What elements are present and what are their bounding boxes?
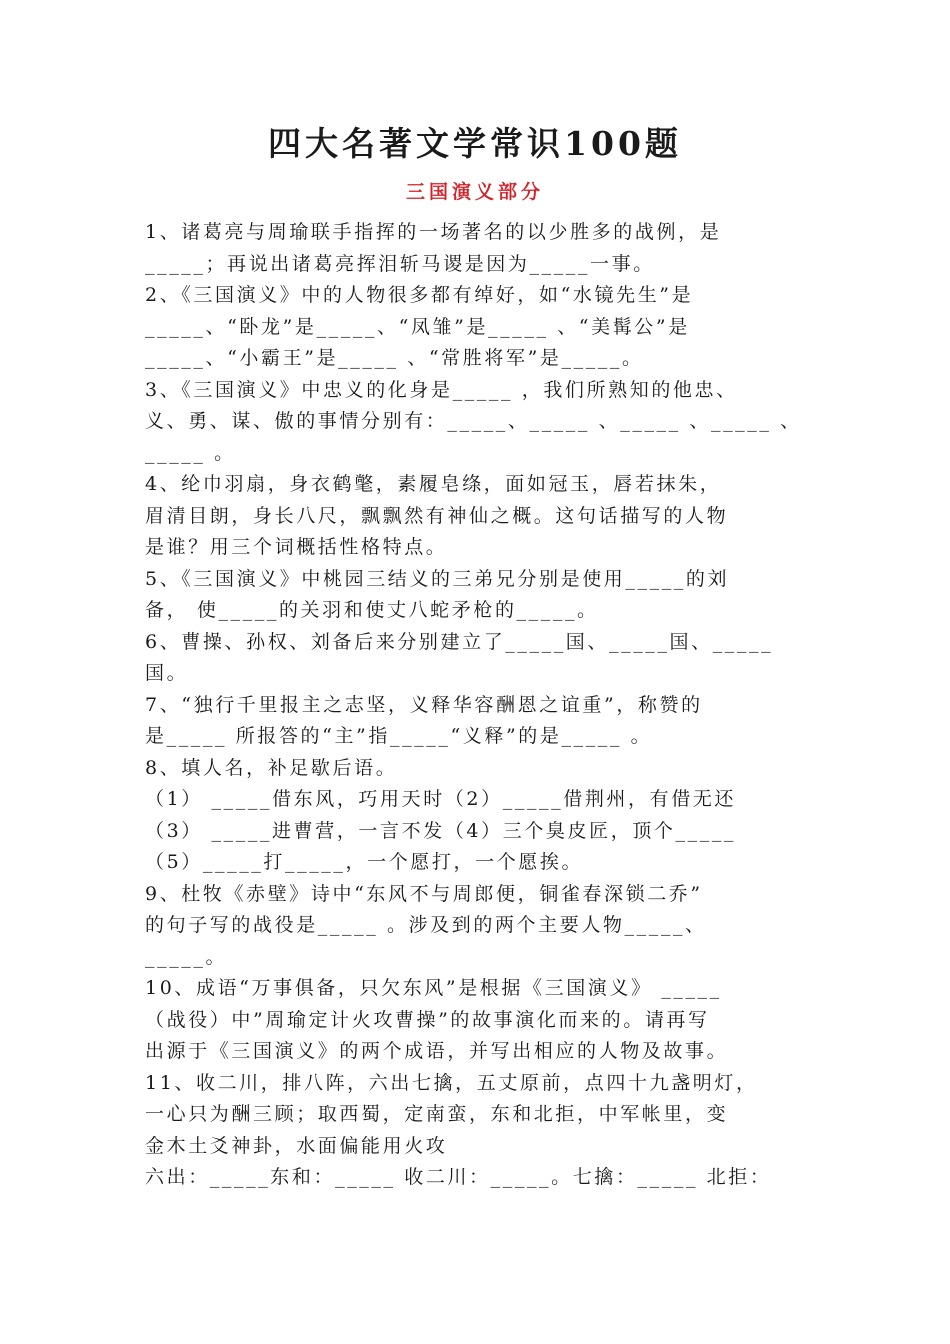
text-line: 眉清目朗，身长八尺，飘飘然有神仙之概。这句话描写的人物 — [145, 504, 729, 527]
text-line: _____；再说出诸葛亮挥泪斩马谡是因为_____一事。 — [145, 252, 655, 275]
text-line: 7、“独行千里报主之志坚，义释华容酬恩之谊重”，称赞的 — [145, 693, 703, 716]
text-line: 备， 使_____的关羽和使丈八蛇矛枪的_____。 — [145, 599, 599, 621]
text-line: _____。 — [145, 945, 228, 968]
text-line: 6、曹操、孙权、刘备后来分别建立了_____国、_____国、_____ — [145, 630, 774, 653]
text-line: _____、“小霸王”是_____ 、“常胜将军”是_____。 — [145, 347, 644, 369]
text-line: 的句子写的战役是_____ 。涉及到的两个主要人物_____、 — [145, 914, 707, 936]
text-line: 2、《三国演义》中的人物很多都有绰好，如“水镜先生”是 — [145, 284, 694, 306]
text-line: （3） _____进曹营，一言不发（4）三个臭皮匠，顶个_____ — [145, 819, 737, 842]
text-line: 5、《三国演义》中桃园三结义的三弟兄分别是使用_____的刘 — [145, 567, 730, 590]
text-line: 金木土爻神卦，水面偏能用火攻 — [145, 1134, 448, 1157]
text-line: 3、《三国演义》中忠义的化身是_____ ，我们所熟知的他忠、 — [145, 378, 738, 401]
text-line: _____、“卧龙”是_____、“凤雏”是_____ 、“美髯公”是 — [145, 315, 690, 338]
section-heading: 三国演义部分 — [405, 181, 544, 203]
text-line: 9、杜牧《赤壁》诗中“东风不与周郎便，铜雀春深锁二乔” — [145, 882, 703, 905]
text-line: 8、填人名，补足歇后语。 — [145, 756, 398, 779]
page-title: 四大名著文学常识100题 — [268, 124, 682, 163]
text-line: 是_____ 所报答的“主”指_____“义释”的是_____ 。 — [145, 725, 653, 747]
text-line: 是谁？用三个词概括性格特点。 — [145, 536, 448, 558]
text-line: （1） _____借东风，巧用天时（2）_____借荆州，有借无还 — [145, 788, 737, 810]
text-line: （5）_____打_____，一个愿打，一个愿挨。 — [145, 851, 584, 873]
text-line: 出源于《三国演义》的两个成语，并写出相应的人物及故事。 — [145, 1040, 729, 1062]
text-line: 国。 — [145, 662, 189, 684]
text-line: （战役）中”周瑜定计火攻曹操”的故事演化而来的。请再写 — [145, 1008, 710, 1031]
text-line: 10、成语“万事俱备，只欠东风”是根据《三国演义》 _____ — [145, 977, 722, 999]
text-line: 4、纶巾羽扇，身衣鹤氅，素履皂绦，面如冠玉，唇若抹朱， — [145, 473, 722, 495]
question-body — [145, 217, 809, 1194]
text-line: 11、收二川，排八阵，六出七擒，五丈原前，点四十九盏明灯， — [145, 1071, 758, 1094]
text-line: 义、勇、谋、傲的事情分别有：_____、_____ 、_____ 、_____ 、 — [145, 410, 802, 432]
text-line: 1、诸葛亮与周瑜联手指挥的一场著名的以少胜多的战例，是 — [145, 221, 722, 243]
text-line: _____ 。 — [145, 441, 236, 464]
text-line: 一心只为酬三顾；取西蜀，定南蛮，东和北拒，中军帐里，变 — [145, 1103, 729, 1125]
text-line: 六出：_____东和：_____ 收二川：_____。七擒：_____ 北拒： — [145, 1166, 772, 1188]
